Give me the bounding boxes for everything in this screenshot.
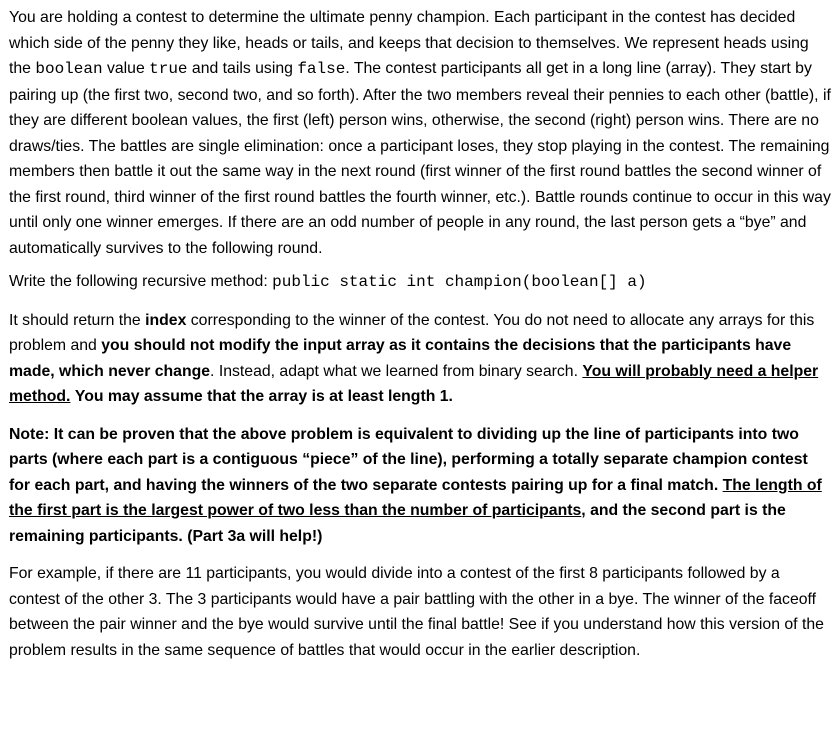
bold-underline-helper-method: You will probably need a helper method. xyxy=(9,362,819,405)
text-run: value xyxy=(102,60,150,77)
bold-index: index xyxy=(145,311,187,329)
text-run: You are holding a contest to determine the ultimate penny champion. Each participant in the contest has decided which side of the penny they like, heads or tails, and keeps that decision to themselves. We represent heads using the xyxy=(9,9,809,77)
text-run: . Instead, adapt what we learned from binary search. xyxy=(210,362,583,380)
text-run: corresponding to the winner of the contest. You do not need to allocate any arrays for this problem and xyxy=(9,311,815,354)
text-run: Write the following recursive method: xyxy=(9,273,273,290)
bold-underline-power-of-two: The length of the first part is the largest power of two less than the number of participants xyxy=(9,476,822,519)
bold-do-not-modify: you should not modify the input array as it contains the decisions that the participants have made, which never change xyxy=(9,337,792,380)
bold-note-text: Note: It can be proven that the above problem is equivalent to dividing up the line of participants into two parts (where each part is a contiguous “piece” of the line), performing a totally separate champion contest for each part, and having the winners of the two separate contests pairing up for a final match. xyxy=(9,425,808,494)
text-run: and tails using xyxy=(187,60,298,77)
bold-assume-length: You may assume that the array is at least length 1. xyxy=(74,388,453,405)
method-signature-code: public static int champion(boolean[] a) xyxy=(272,273,647,291)
text-run: . The contest participants all get in a long line (array). They start by pairing up (the first two, second two, and so forth). After the two members reveal their pennies to each other (battle), if they are different boolean values, the first (left) person wins, otherwise, the second (right) person wins. There are no draws/ties. The battles are single elimination: once a participant loses, they stop playing in the contest. The remaining members then battle it out the same way in the next round (first winner of the first round battles the second winner of the first round, third winner of the first round battles the fourth winner, etc.). Battle rounds continue to occur in this way until only one winner emerges. If there are an odd number of people in any round, the last person gets a “bye” and automatically survives to the following round. xyxy=(9,60,831,257)
text-run: For example, if there are 11 participants, you would divide into a contest of the first 8 participants followed by a contest of the other 3. The 3 participants would have a pair battling with the other in a bye. The winner of the faceoff between the pair winner and the bye would survive until the final battle! See if you understand how this version of the problem results in the same sequence of battles that would occur in the earlier description. xyxy=(9,565,824,659)
method-signature-paragraph xyxy=(9,269,832,296)
code-true: true xyxy=(149,60,188,78)
code-boolean: boolean xyxy=(35,60,103,78)
problem-description-paragraph xyxy=(9,5,832,261)
text-run: It should return the xyxy=(9,311,146,329)
requirements-paragraph xyxy=(9,308,832,410)
code-false: false xyxy=(297,60,346,78)
note-paragraph xyxy=(9,422,832,550)
example-paragraph xyxy=(9,561,832,663)
bold-note-text-end: , and the second part is the remaining participants. (Part 3a will help!) xyxy=(9,502,786,545)
